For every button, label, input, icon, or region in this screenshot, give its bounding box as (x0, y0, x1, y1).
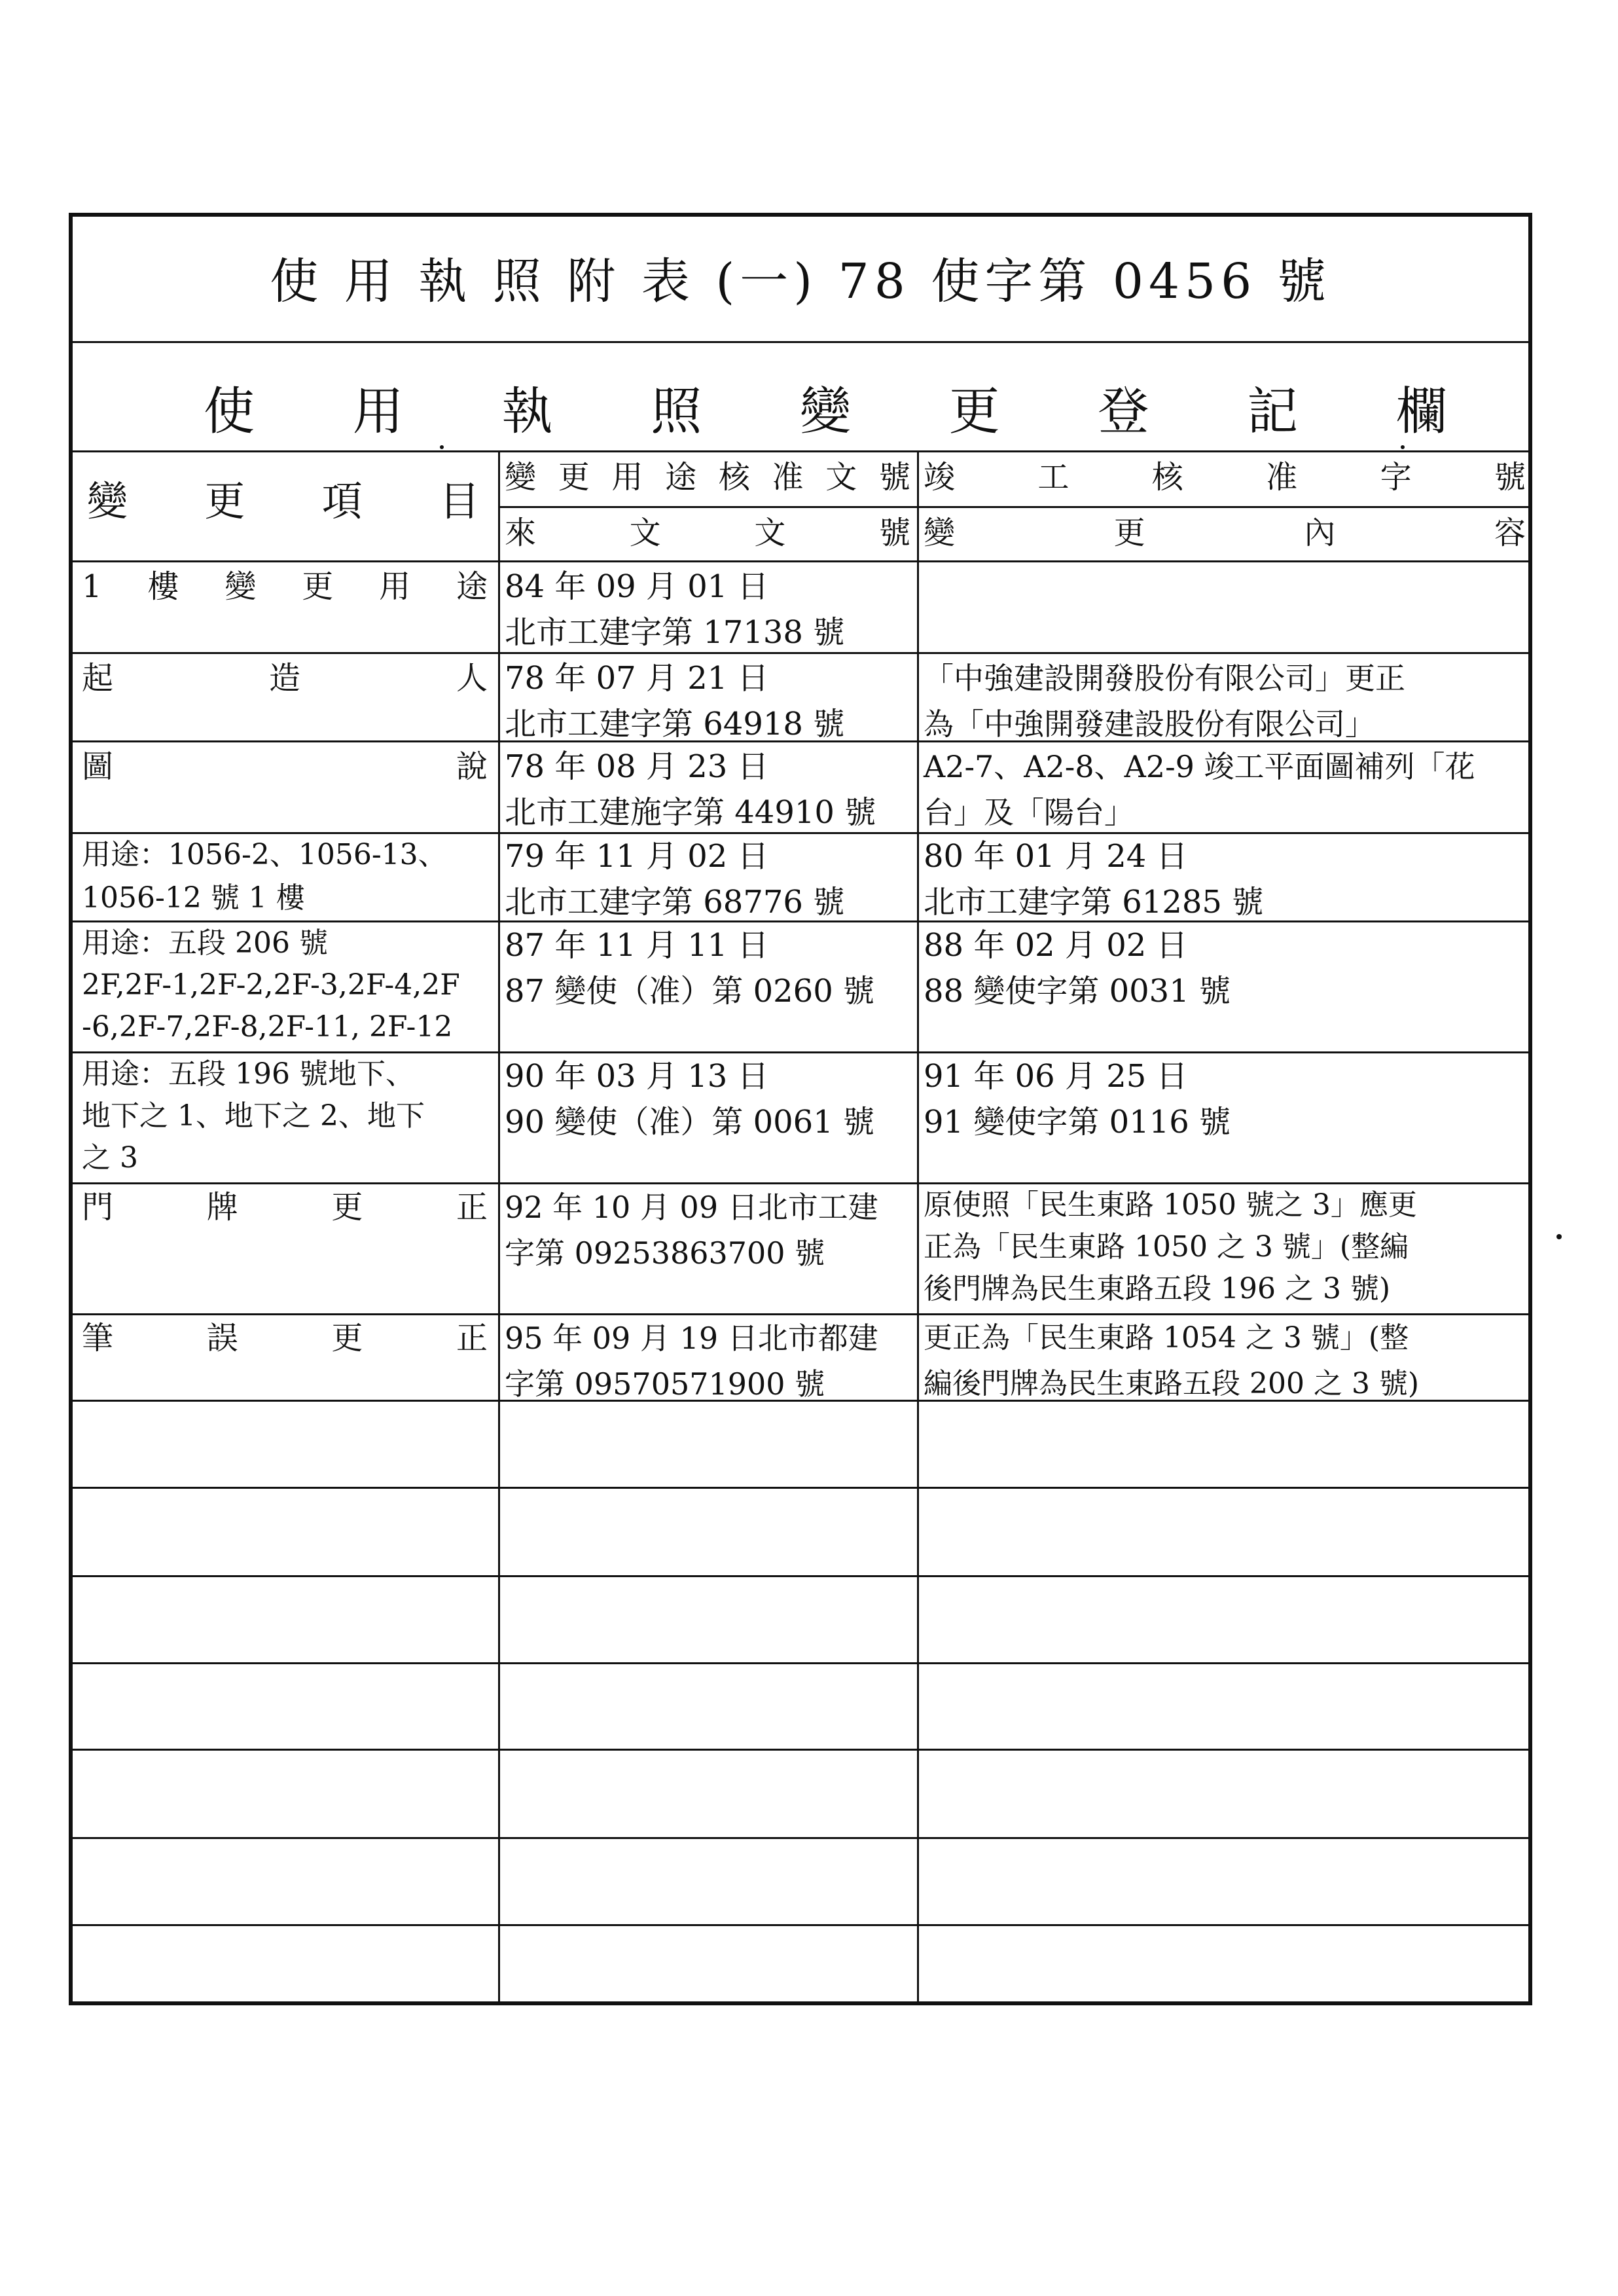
row-6-doc: 90 年 03 月 13 日 90 變使（准）第 0061 號 (505, 1058, 875, 1140)
rule-blank-2 (73, 1575, 1528, 1577)
rule-header (73, 560, 1528, 562)
rule-subtitle (73, 450, 1528, 452)
scan-speck (1556, 1234, 1562, 1239)
row-3-item: 圖 說 (82, 748, 488, 785)
header-item: 變 更 項 目 (87, 477, 480, 525)
row-5-doc: 87 年 11 月 11 日 87 變使（准）第 0260 號 (505, 927, 875, 1010)
row-4-item: 用途：1056-2、1056-13、 1056-12 號 1 樓 (82, 838, 447, 915)
scan-speck (1401, 445, 1405, 449)
row-7-doc: 92 年 10 月 09 日北市工建 字第 09253863700 號 (505, 1190, 878, 1271)
row-2-content: 「中強建設開發股份有限公司」更正 為「中強開發建設股份有限公司」 (924, 661, 1405, 742)
row-2-item: 起 造 人 (82, 660, 488, 697)
row-4-doc: 79 年 11 月 02 日 北市工建字第 68776 號 (505, 838, 845, 920)
col-divider-1 (498, 450, 500, 2001)
row-8-content: 更正為「民生東路 1054 之 3 號」(整 編後門牌為民生東路五段 200 之 3 號) (924, 1321, 1420, 1400)
row-5-item: 用途：五段 206 號 2F,2F-1,2F-2,2F-3,2F-4,2F -6,2F-7,2F-8,2F-11, 2F-12 (82, 926, 460, 1044)
rule-title (73, 341, 1528, 343)
rule-blank-1 (73, 1487, 1528, 1489)
rule-header-mid (498, 506, 1528, 508)
row-2-doc: 78 年 07 月 21 日 北市工建字第 64918 號 (505, 660, 845, 742)
header-change-content: 變 更 內 容 (924, 515, 1526, 551)
rule-blank-5 (73, 1837, 1528, 1839)
row-6-content: 91 年 06 月 25 日 91 變使字第 0116 號 (924, 1058, 1231, 1140)
rule-blank-6 (73, 1924, 1528, 1926)
form-subtitle: 使 用 執 照 變 更 登 記 欄 (204, 382, 1447, 441)
row-7-item: 門 牌 更 正 (82, 1189, 488, 1226)
license-form (69, 213, 1532, 2005)
row-8-doc: 95 年 09 月 19 日北市都建 字第 09570571900 號 (505, 1321, 878, 1402)
row-4-content: 80 年 01 月 24 日 北市工建字第 61285 號 (924, 838, 1264, 920)
row-3-content: A2-7、A2-8、A2-9 竣工平面圖補列「花 台」及「陽台」 (924, 749, 1475, 830)
rule-blank-4 (73, 1749, 1528, 1751)
row-8-item: 筆 誤 更 正 (82, 1320, 488, 1357)
row-5-content: 88 年 02 月 02 日 88 變使字第 0031 號 (924, 927, 1231, 1010)
form-title: 使 用 執 照 附 表 (一) 78 使字第 0456 號 (270, 253, 1331, 310)
scan-speck (440, 445, 444, 449)
header-completion-no: 竣 工 核 准 字 號 (924, 459, 1526, 496)
header-approval-doc: 變 更 用 途 核 准 文 號 (505, 459, 910, 496)
header-incoming-doc: 來 文 文 號 (505, 515, 910, 551)
row-6-item: 用途：五段 196 號地下、 地下之 1、地下之 2、地下 之 3 (82, 1057, 425, 1175)
row-3-doc: 78 年 08 月 23 日 北市工建施字第 44910 號 (505, 748, 876, 831)
col-divider-2 (917, 450, 919, 2001)
row-1-item: 1 樓 變 更 用 途 (82, 568, 488, 605)
row-1-doc: 84 年 09 月 01 日 北市工建字第 17138 號 (505, 568, 845, 651)
rule-blank-3 (73, 1662, 1528, 1664)
row-7-content: 原使照「民生東路 1050 號之 3」應更 正為「民生東路 1050 之 3 號」(整編 後門牌為民生東路五段 196 之 3 號) (924, 1188, 1417, 1305)
